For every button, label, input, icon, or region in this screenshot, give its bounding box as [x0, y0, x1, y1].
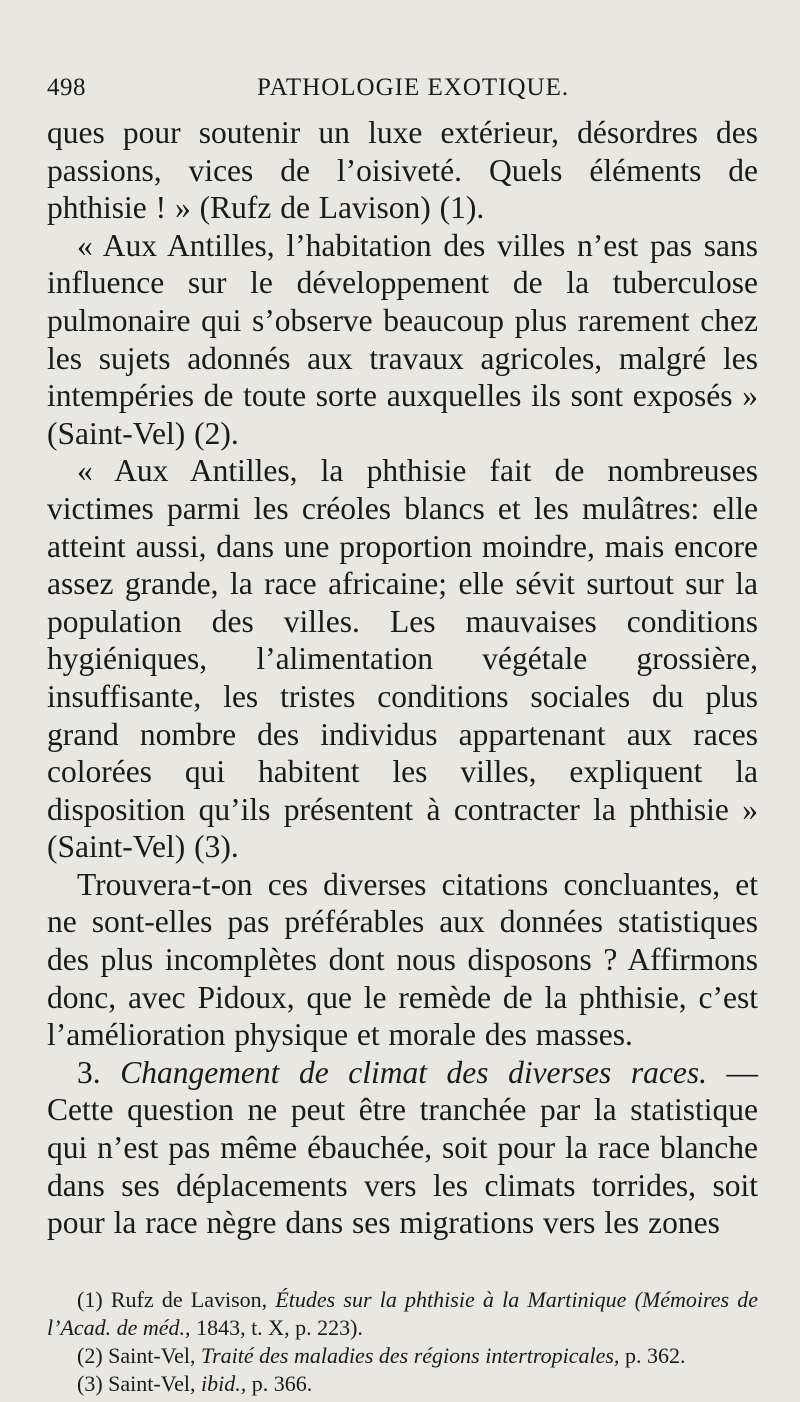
body-text [47, 114, 758, 1242]
footnote-journal: (Mémoires de l’Acad. de méd., [47, 1286, 759, 1340]
footnote-title: Traité des maladies des régions intertropicales, [201, 1342, 620, 1368]
footnote-rest: p. 366. [251, 1370, 313, 1396]
footnote [47, 1286, 758, 1342]
paragraph: « Aux Antilles, la phthisie fait de nombreuses victimes parmi les créoles blancs et les mulâtres: elle atteint aussi, dans une proportion moindre, mais encore assez grande, la race africaine; elle sévit surtout sur la population des villes. Les mauvaises conditions hygiéniques, l’alimentation végétale grossière, insuffisante, les tristes conditions sociales du plus grand nombre des individus appartenant aux races colorées qui habitent les villes, expliquent la disposition qu’ils présentent à contracter la phthisie » (Saint-Vel) (3). [47, 453, 758, 865]
footnote-author: Saint-Vel, [108, 1370, 196, 1396]
footnote-title: Études sur la phthisie à la Martinique [275, 1286, 627, 1312]
footnote [47, 1342, 758, 1370]
page-number: 498 [47, 74, 86, 101]
paragraph-continued: ques pour soutenir un luxe extérieur, désordres des passions, vices de l’oisiveté. Quels éléments de phthisie ! » (Rufz de Lavison) (1). [47, 115, 758, 226]
section-number: 3. [77, 1054, 101, 1090]
footnote-title: ibid., [201, 1370, 247, 1396]
footnote-marker: (3) [77, 1370, 103, 1396]
footnote [47, 1370, 758, 1398]
section-text: — Cette question ne peut être tranchée par la statistique qui n’est pas même ébauchée, soit pour la race blanche dans ses déplacements vers les climats torrides, soit pour la race nègre dans ses migrations vers les zones [47, 1054, 759, 1241]
page-header [47, 68, 758, 114]
section-title: Changement de climat des diverses races. [120, 1054, 707, 1090]
paragraph: « Aux Antilles, l’habitation des villes n’est pas sans influence sur le développement de la tuberculose pulmonaire qui s’observe beaucoup plus rarement chez les sujets adonnés aux travaux agricoles, malgré les intempéries de toute sorte auxquelles ils sont exposés » (Saint-Vel) (2). [47, 227, 758, 451]
footnote-marker: (2) [77, 1342, 103, 1368]
footnote-author: Rufz de Lavison, [110, 1286, 268, 1312]
footnote-rest: p. 362. [624, 1342, 686, 1368]
footnote-rest: 1843, t. X, p. 223). [196, 1314, 363, 1340]
footnotes [47, 1286, 758, 1398]
paragraph: Trouvera-t-on ces diverses citations concluantes, et ne sont-elles pas préférables aux données statistiques des plus incomplètes dont nous disposons ? Affirmons donc, avec Pidoux, que le remède de la phthisie, c’est l’amélioration physique et morale des masses. [47, 866, 758, 1053]
footnote-author: Saint-Vel, [108, 1342, 196, 1368]
footnote-marker: (1) [77, 1286, 103, 1312]
running-head: PATHOLOGIE EXOTIQUE. [257, 74, 570, 101]
section-paragraph [47, 1054, 758, 1242]
